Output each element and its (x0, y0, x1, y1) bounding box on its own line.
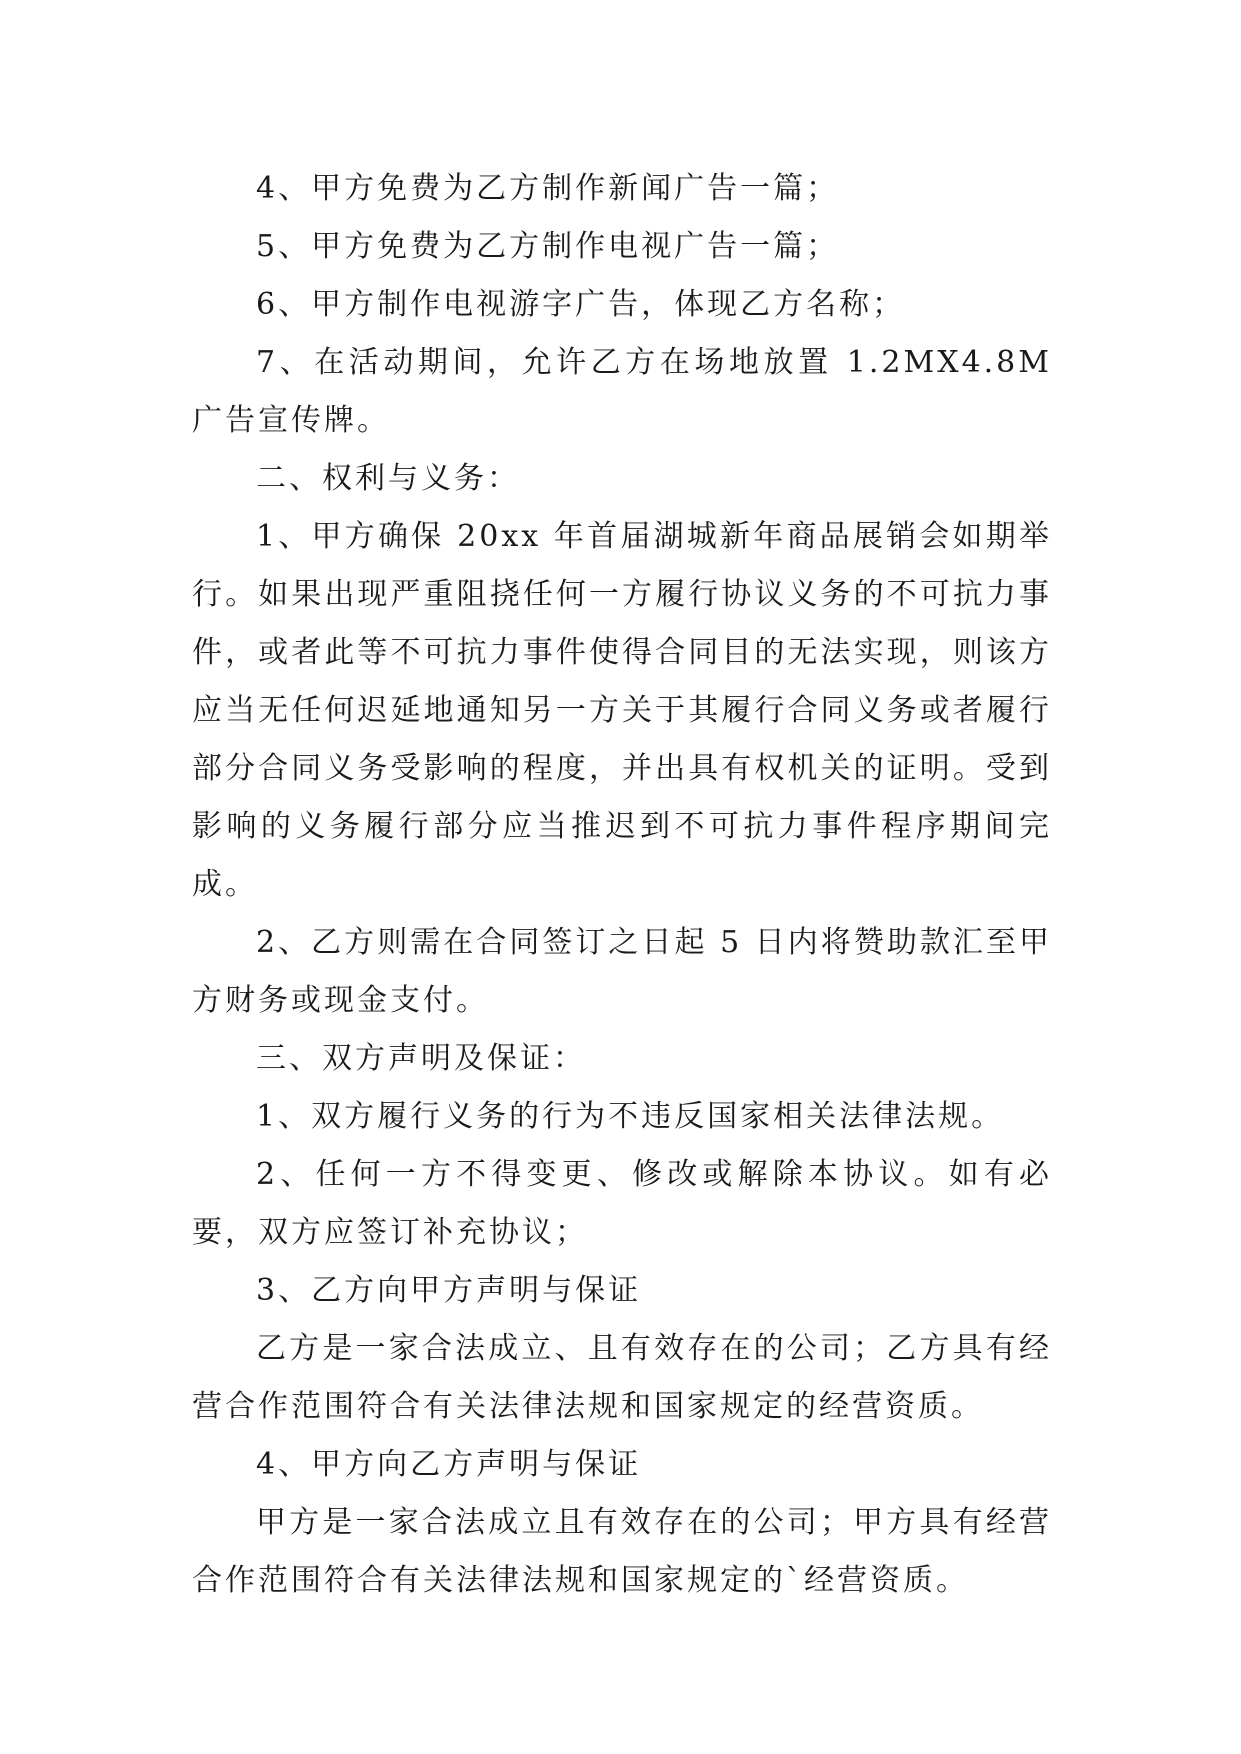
paragraph-item-7: 7、在活动期间，允许乙方在场地放置 1.2MX4.8M 广告宣传牌。 (192, 345, 1052, 438)
paragraph-item-6: 6、甲方制作电视游字广告，体现乙方名称； (256, 287, 906, 322)
paragraph-declarations-2: 2、任何一方不得变更、修改或解除本协议。如有必要，双方应签订补充协议； (192, 1157, 1052, 1250)
document-body (192, 160, 1052, 1610)
paragraph-declarations-1: 1、双方履行义务的行为不违反国家相关法律法规。 (256, 1099, 1005, 1134)
section-heading-rights: 二、权利与义务： (256, 461, 520, 496)
paragraph-declarations-3: 3、乙方向甲方声明与保证 (256, 1273, 642, 1308)
paragraph-rights-1: 1、甲方确保 20xx 年首届湖城新年商品展销会如期举行。如果出现严重阻挠任何一方履行协议义务的不可抗力事件，或者此等不可抗力事件使得合同目的无法实现，则该方应当无任何迟延地通知另一方关于其履行合同义务或者履行部分合同义务受影响的程度，并出具有权机关的证明。受到影响的义务履行部分应当推迟到不可抗力事件程序期间完成。 (192, 519, 1052, 902)
section-heading-declarations: 三、双方声明及保证： (256, 1041, 586, 1076)
paragraph-rights-2: 2、乙方则需在合同签订之日起 5 日内将赞助款汇至甲方财务或现金支付。 (192, 925, 1052, 1018)
paragraph-party-b-statement: 乙方是一家合法成立、且有效存在的公司；乙方具有经营合作范围符合有关法律法规和国家规定的经营资质。 (192, 1331, 1052, 1424)
paragraph-declarations-4: 4、甲方向乙方声明与保证 (256, 1447, 642, 1482)
paragraph-party-a-statement: 甲方是一家合法成立且有效存在的公司；甲方具有经营合作范围符合有关法律法规和国家规定的`经营资质。 (192, 1505, 1052, 1598)
paragraph-item-5: 5、甲方免费为乙方制作电视广告一篇； (256, 229, 840, 264)
paragraph-item-4: 4、甲方免费为乙方制作新闻广告一篇； (256, 171, 840, 206)
